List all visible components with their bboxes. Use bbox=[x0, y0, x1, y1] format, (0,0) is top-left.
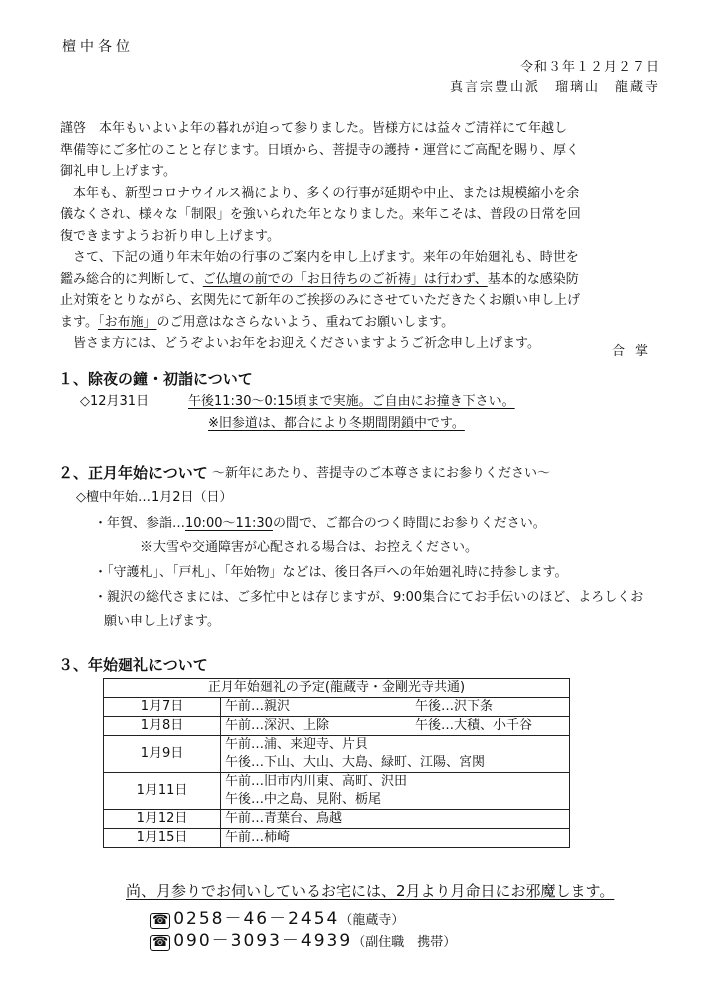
row-am: 午前…柿崎 bbox=[221, 829, 570, 848]
phone-mobile-label: （副住職 携帯） bbox=[352, 935, 457, 950]
phone-mobile bbox=[150, 926, 456, 951]
addressee: 檀中各位 bbox=[62, 39, 134, 55]
p1-line3: 御礼申し上げます。 bbox=[60, 164, 176, 179]
visit-prefix: ・年賀、参詣… bbox=[94, 516, 186, 531]
row-times bbox=[221, 698, 570, 717]
section1-time: 午後11:30～0:15頃まで実施。ご自由にお撞き下さい。 bbox=[188, 394, 515, 409]
row-am: 午前…深沢、上除 bbox=[225, 718, 330, 733]
p2-line3: 復できますようお祈り申し上げます。 bbox=[60, 228, 280, 244]
section1-date: ◇12月31日 bbox=[80, 394, 150, 409]
row-am: 午前…旧市内川東、高町、沢田 bbox=[225, 774, 408, 789]
row-times bbox=[221, 773, 570, 810]
row-day: 1月11日 bbox=[104, 773, 221, 810]
section3-heading: ３、年始廻礼について bbox=[58, 656, 208, 674]
section2-sodai-line1: ・親沢の総代さまには、ご多忙中とは存じますが、9:00集合にてお手伝いのほど、よろしくお bbox=[94, 590, 644, 605]
p3-line4b: 「お布施」 bbox=[97, 314, 157, 330]
row-times bbox=[221, 736, 570, 773]
section2-sodai-line2: 願い申し上げます。 bbox=[104, 614, 220, 629]
letter-date: 令和３年１２月２７日 bbox=[519, 60, 660, 75]
row-am: 午前…青葉台、鳥越 bbox=[221, 810, 570, 829]
table-row bbox=[104, 773, 570, 810]
p2-line1: 本年も、新型コロナウイルス禍により、多くの行事が延期や中止、または規模縮小を余 bbox=[73, 185, 580, 201]
row-am: 午前…親沢 bbox=[225, 699, 291, 714]
p4-line: 皆さま方には、どうぞよいお年をお迎えくださいますようご祈念申し上げます。 bbox=[73, 336, 540, 351]
p3-line4 bbox=[60, 312, 660, 334]
letter-body bbox=[60, 118, 660, 355]
section2-heading: ２、正月年始について bbox=[58, 464, 208, 482]
section2-item: ◇檀中年始…1月2日（日） bbox=[76, 490, 233, 505]
table-row bbox=[104, 829, 570, 848]
p3-line2a: 鑑み総合的に判断して、 bbox=[60, 271, 203, 287]
temple-name: 真言宗豊山派 瑠璃山 龍蔵寺 bbox=[449, 80, 660, 95]
p3-line2 bbox=[60, 269, 660, 291]
row-times bbox=[221, 717, 570, 736]
row-day: 1月9日 bbox=[104, 736, 221, 773]
section1-note: ※旧参道は、都合により冬期間閉鎖中です。 bbox=[208, 416, 465, 431]
row-am: 午前…浦、来迎寺、片貝 bbox=[225, 737, 369, 752]
row-day: 1月12日 bbox=[104, 810, 221, 829]
row-pm: 午後…下山、大山、大島、緑町、江陽、宮関 bbox=[225, 755, 486, 770]
phone-temple-number: 0258－46－2454 bbox=[173, 909, 340, 929]
table-row bbox=[104, 810, 570, 829]
p3-line3: 止対策をとりながら、玄関先にて新年のご挨拶のみにさせていただきたくお願い申し上げ bbox=[60, 293, 581, 308]
p1-line1: 謹啓 本年もいよいよ年の暮れが迫って参りました。皆様方には益々ご清祥にて年越し bbox=[60, 121, 568, 136]
section2-subtitle: ～新年にあたり、菩提寺のご本尊さまにお参りください～ bbox=[212, 466, 551, 481]
visit-hours: 10:00～11:30 bbox=[185, 516, 273, 531]
p3-line4a: ます。 bbox=[60, 314, 98, 330]
row-day: 1月15日 bbox=[104, 829, 221, 848]
row-day: 1月7日 bbox=[104, 698, 221, 717]
visit-schedule-table bbox=[103, 678, 570, 848]
phone-icon: ☎ bbox=[152, 935, 169, 950]
p3-line4c: のご用意はなさらないよう、重ねてお願いします。 bbox=[156, 314, 455, 330]
section2-amulets: ・「守護札」、「戸札」、「年始物」などは、後日各戸への年始廻礼時に持参します。 bbox=[94, 565, 568, 580]
table-title-row bbox=[104, 679, 570, 698]
monthly-visit-note: 尚、月参りでお伺いしているお宅には、2月より月命日にお邪魔します。 bbox=[126, 882, 615, 900]
table-row bbox=[104, 698, 570, 717]
row-pm: 午後…沢下条 bbox=[415, 699, 494, 714]
row-day: 1月8日 bbox=[104, 717, 221, 736]
p2-line2: 儀なくされ、様々な「制限」を強いられた年となりました。来年こそは、普段の日常を回 bbox=[60, 207, 581, 222]
table-row bbox=[104, 736, 570, 773]
p3-line1: さて、下記の通り年末年始の行事のご案内を申し上げます。来年の年始廻礼も、時世を bbox=[73, 250, 579, 265]
row-pm: 午後…中之島、見附、栃尾 bbox=[225, 792, 382, 807]
section2-visit-note: ※大雪や交通障害が心配される場合は、お控えください。 bbox=[140, 540, 479, 555]
table-row bbox=[104, 717, 570, 736]
section2-visit bbox=[94, 512, 546, 531]
closing-gassho: 合掌 bbox=[611, 344, 658, 359]
p3-line2b: ご仏壇の前での「お日待ちのご祈祷」は行わず、 bbox=[202, 271, 488, 287]
phone-temple-label: （龍蔵寺） bbox=[339, 913, 405, 928]
p3-line2c: 基本的な感染防 bbox=[487, 271, 579, 287]
phone-mobile-number: 090－3093－4939 bbox=[173, 931, 353, 951]
phone-icon: ☎ bbox=[152, 913, 169, 928]
section1-heading: １、除夜の鐘・初詣について bbox=[58, 370, 253, 388]
table-title: 正月年始廻礼の予定(龍蔵寺・金剛光寺共通) bbox=[104, 679, 570, 698]
visit-suffix: の間で、ご都合のつく時間にお参りください。 bbox=[272, 516, 546, 531]
p1-line2: 準備等にご多忙のことと存じます。日頃から、菩提寺の護持・運営にご高配を賜り、厚く bbox=[60, 142, 579, 158]
row-pm: 午後…大積、小千谷 bbox=[415, 718, 533, 733]
